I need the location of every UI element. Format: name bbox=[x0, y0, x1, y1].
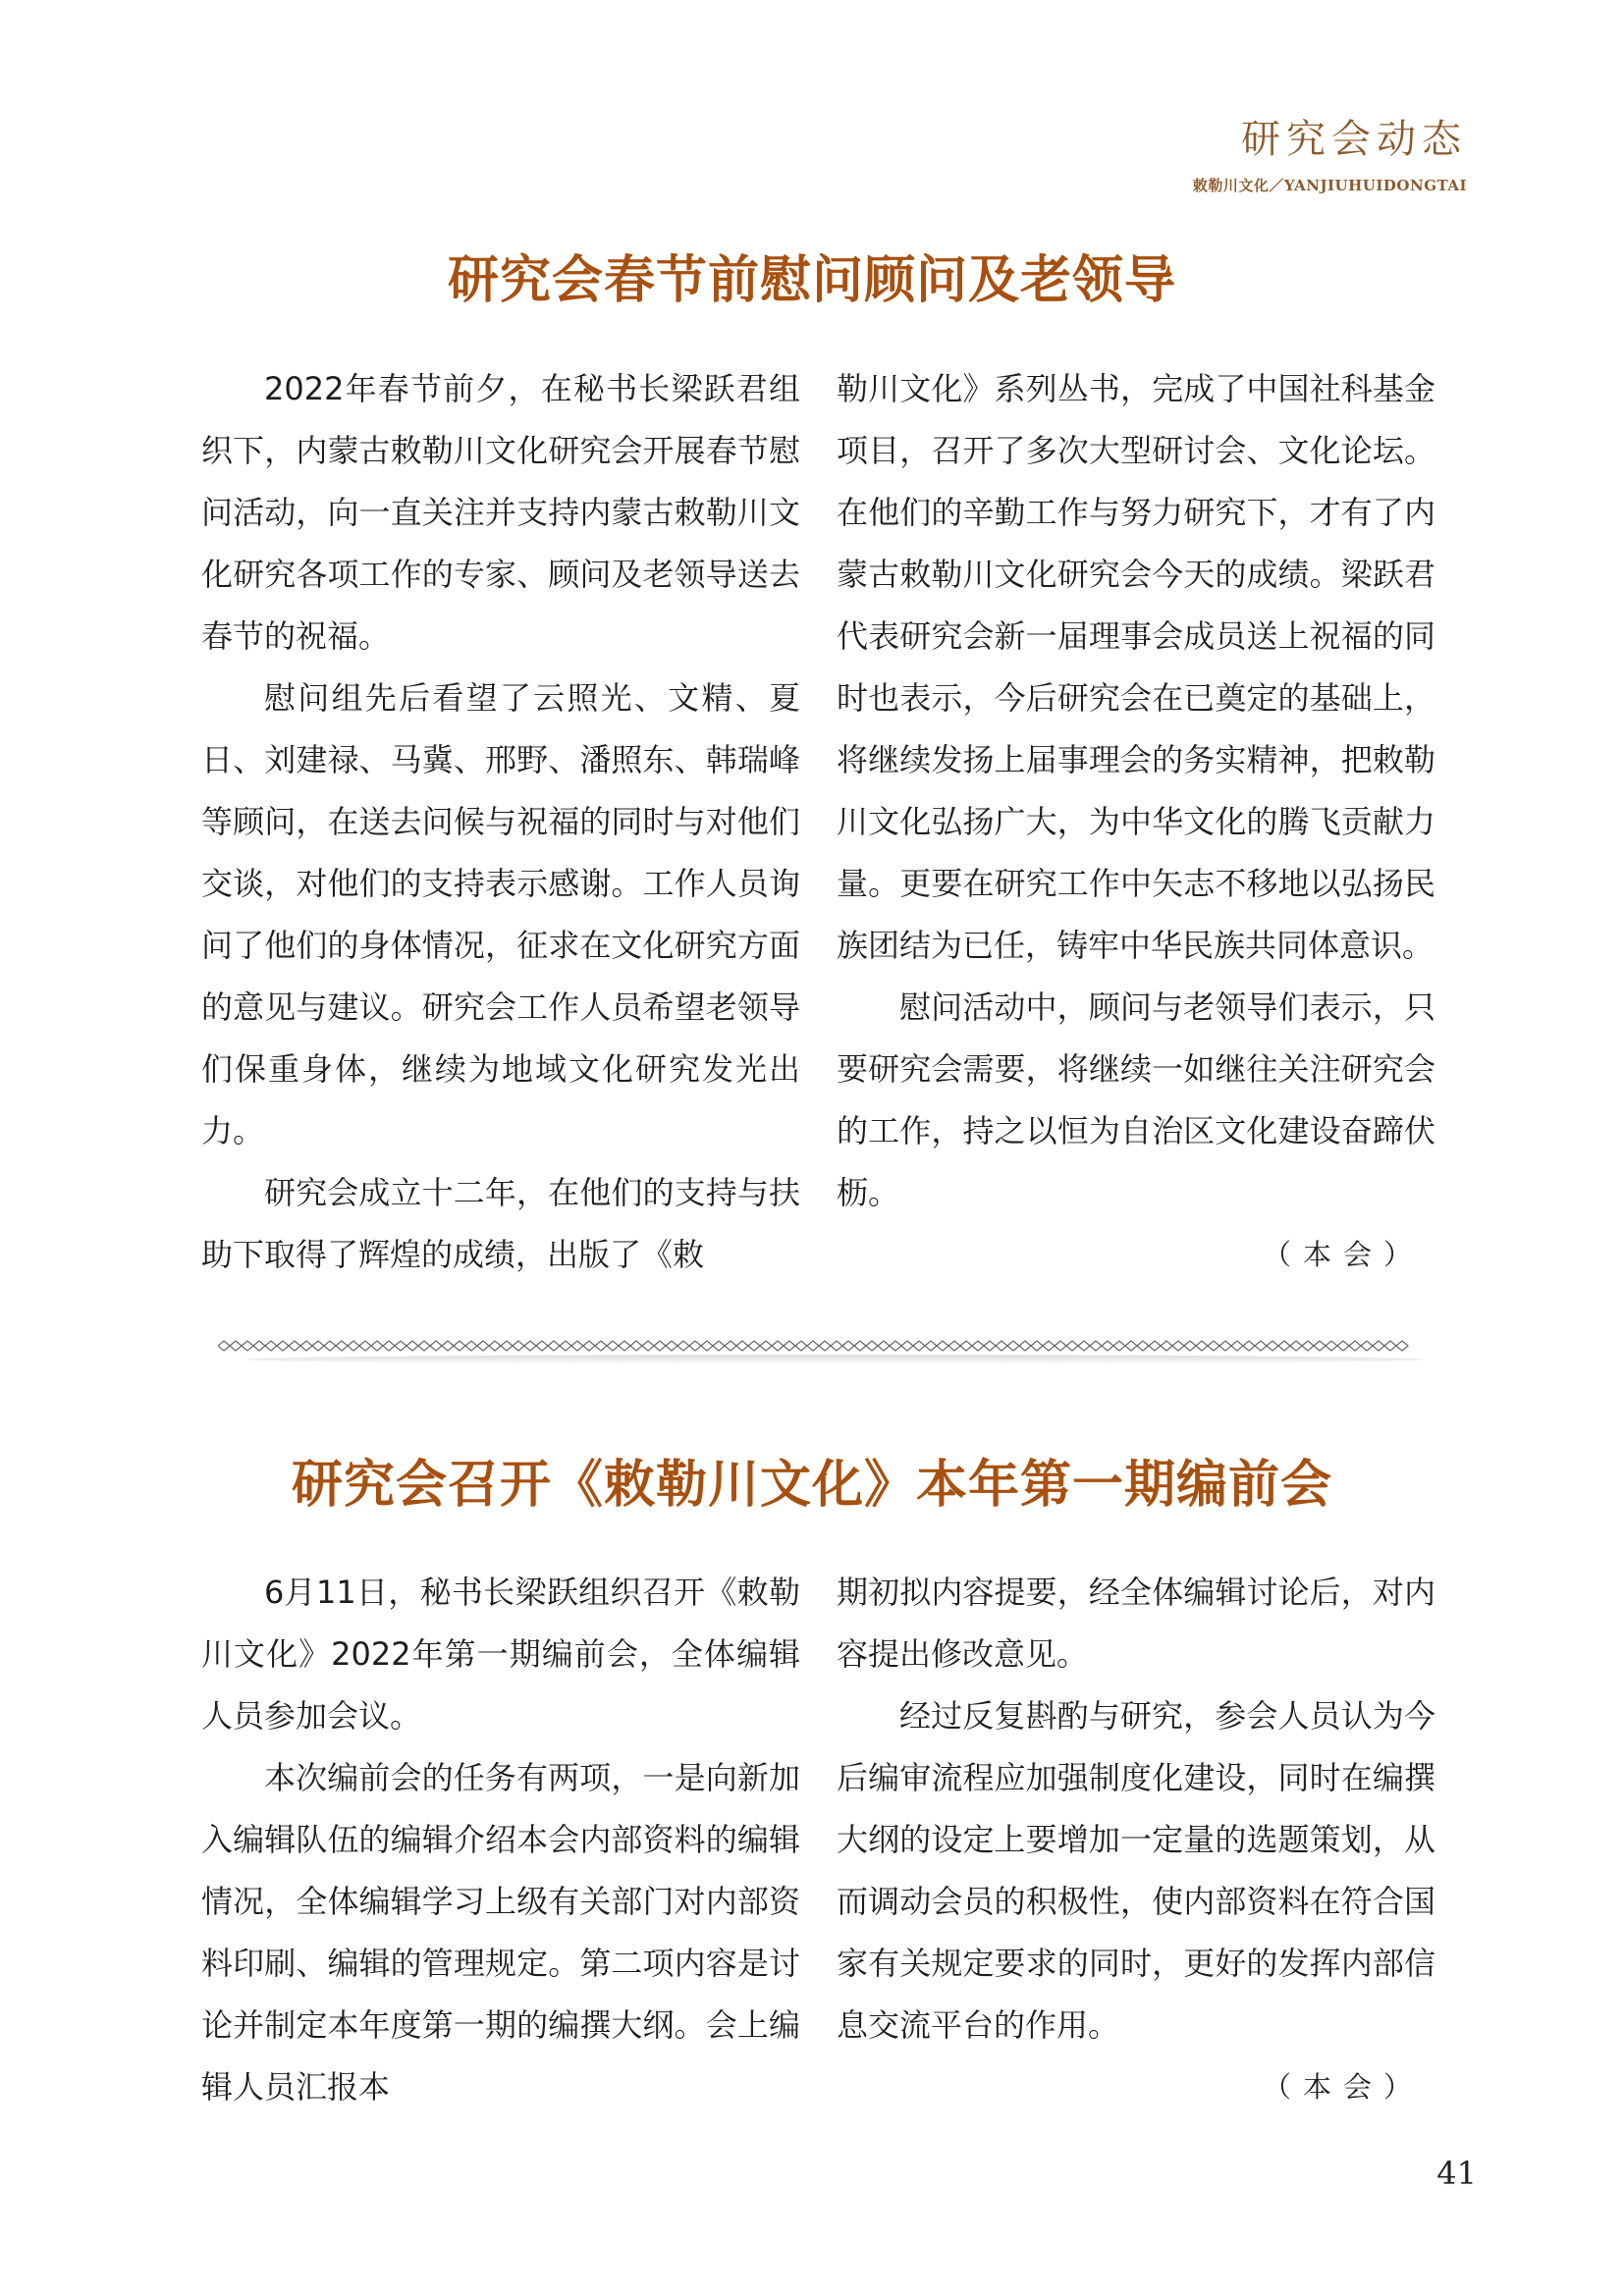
diamond-shape bbox=[819, 1341, 831, 1351]
diamond-shape bbox=[383, 1341, 395, 1351]
diamond-shape bbox=[1007, 1341, 1019, 1351]
signature: （本会） bbox=[1262, 1238, 1424, 1271]
diamond-shape bbox=[595, 1341, 607, 1351]
page-number: 41 bbox=[1436, 2155, 1477, 2192]
diamond-shape bbox=[937, 1341, 948, 1351]
diamond-shape bbox=[866, 1341, 878, 1351]
diamond-shape bbox=[1066, 1341, 1078, 1351]
diamond-shape bbox=[265, 1341, 277, 1351]
diamond-shape bbox=[1243, 1341, 1255, 1351]
diamond-shape bbox=[795, 1341, 807, 1351]
diamond-shape bbox=[218, 1341, 230, 1351]
diamond-shape bbox=[489, 1341, 501, 1351]
section-subtitle: 敕勒川文化／YANJIUHUIDONGTAI bbox=[1192, 177, 1467, 194]
diamond-shape bbox=[524, 1341, 536, 1351]
article-2-right-column bbox=[837, 1562, 1435, 2118]
diamond-shape bbox=[890, 1341, 901, 1351]
diamond-shape bbox=[972, 1341, 984, 1351]
diamond-shape bbox=[348, 1341, 359, 1351]
diamond-shape bbox=[1337, 1341, 1349, 1351]
diamond-shape bbox=[571, 1341, 583, 1351]
diamond-shape bbox=[666, 1341, 677, 1351]
diamond-shape bbox=[1314, 1341, 1326, 1351]
diamond-shape bbox=[854, 1341, 866, 1351]
diamond-shape bbox=[619, 1341, 630, 1351]
diamond-shape bbox=[1231, 1341, 1243, 1351]
diamond-shape bbox=[1031, 1341, 1043, 1351]
diamond-shape bbox=[312, 1341, 324, 1351]
paragraph: 6月11日，秘书长梁跃组织召开《敕勒川文化》2022年第一期编前会，全体编辑人员参加会议。 bbox=[201, 1574, 800, 1735]
diamond-shape bbox=[1267, 1341, 1278, 1351]
article-1-left-column bbox=[201, 358, 800, 1286]
diamond-shape bbox=[477, 1341, 489, 1351]
diamond-shape bbox=[1255, 1341, 1267, 1351]
diamond-shape bbox=[277, 1341, 289, 1351]
diamond-shape bbox=[1384, 1341, 1396, 1351]
diamond-shape bbox=[1161, 1341, 1172, 1351]
diamond-shape bbox=[583, 1341, 595, 1351]
diamond-shape bbox=[1125, 1341, 1137, 1351]
diamond-shape bbox=[513, 1341, 524, 1351]
diamond-shape bbox=[1349, 1341, 1361, 1351]
article-1-right-column bbox=[837, 358, 1435, 1286]
diamond-shape bbox=[878, 1341, 890, 1351]
diamond-shape bbox=[725, 1341, 736, 1351]
diamond-shape bbox=[548, 1341, 560, 1351]
diamond-shape bbox=[1113, 1341, 1125, 1351]
diamond-shape bbox=[324, 1341, 336, 1351]
diamond-shape bbox=[736, 1341, 748, 1351]
diamond-shape bbox=[1196, 1341, 1208, 1351]
diamond-shape bbox=[925, 1341, 937, 1351]
diamond-shape bbox=[371, 1341, 383, 1351]
diamond-shape bbox=[784, 1341, 795, 1351]
diamond-shape bbox=[1172, 1341, 1184, 1351]
diamond-shape bbox=[913, 1341, 925, 1351]
signature: （本会） bbox=[1262, 2070, 1424, 2104]
diamond-shape bbox=[300, 1341, 312, 1351]
diamond-shape bbox=[1102, 1341, 1113, 1351]
diamond-shape bbox=[430, 1341, 442, 1351]
diamond-shape bbox=[1219, 1341, 1231, 1351]
diamond-shape bbox=[772, 1341, 784, 1351]
diamond-shape bbox=[1278, 1341, 1290, 1351]
diamond-shape bbox=[689, 1341, 701, 1351]
diamond-shape bbox=[1149, 1341, 1161, 1351]
diamond-shape bbox=[230, 1341, 242, 1351]
diamond-shape bbox=[642, 1341, 654, 1351]
diamond-shape bbox=[984, 1341, 996, 1351]
diamond-shape bbox=[996, 1341, 1007, 1351]
diamond-shape bbox=[336, 1341, 348, 1351]
diamond-shape bbox=[465, 1341, 477, 1351]
section-label: 研究会动态 bbox=[1241, 117, 1467, 162]
diamond-shape bbox=[395, 1341, 406, 1351]
diamond-shape bbox=[560, 1341, 571, 1351]
diamond-shape bbox=[1078, 1341, 1090, 1351]
paragraph: 研究会成立十二年，在他们的支持与扶助下取得了辉煌的成绩，出版了《敕 bbox=[201, 1174, 800, 1273]
diamond-shape bbox=[701, 1341, 713, 1351]
diamond-shape bbox=[901, 1341, 913, 1351]
diamond-shape bbox=[242, 1341, 253, 1351]
diamond-divider bbox=[218, 1335, 1410, 1361]
diamond-shape bbox=[1055, 1341, 1066, 1351]
diamond-shape bbox=[1290, 1341, 1302, 1351]
diamond-shape bbox=[536, 1341, 548, 1351]
diamond-shape bbox=[1361, 1341, 1373, 1351]
diamond-shape bbox=[1043, 1341, 1055, 1351]
running-header bbox=[1193, 116, 1467, 195]
diamond-shape bbox=[501, 1341, 513, 1351]
diamond-shape bbox=[948, 1341, 960, 1351]
diamond-shape bbox=[842, 1341, 854, 1351]
diamond-shape bbox=[1184, 1341, 1196, 1351]
paragraph: 慰问活动中，顾问与老领导们表示，只要研究会需要，将继续一如继往关注研究会的工作，持之以恒为自治区文化建设奋蹄伏枥。 bbox=[837, 988, 1435, 1211]
diamond-shape bbox=[831, 1341, 842, 1351]
diamond-shape bbox=[1137, 1341, 1149, 1351]
diamond-shape bbox=[760, 1341, 772, 1351]
diamond-shape bbox=[1396, 1341, 1408, 1351]
article-2-left-column bbox=[201, 1562, 800, 2118]
diamond-shape bbox=[406, 1341, 418, 1351]
paragraph: 2022年春节前夕，在秘书长梁跃君组织下，内蒙古敕勒川文化研究会开展春节慰问活动，向一直关注并支持内蒙古敕勒川文化研究各项工作的专家、顾问及老领导送去春节的祝福。 bbox=[201, 370, 800, 655]
paragraph: 期初拟内容提要，经全体编辑讨论后，对内容提出修改意见。 bbox=[837, 1574, 1435, 1673]
article-2-title: 研究会召开《敕勒川文化》本年第一期编前会 bbox=[291, 1456, 1332, 1515]
diamond-shape bbox=[1373, 1341, 1384, 1351]
diamond-shape bbox=[807, 1341, 819, 1351]
diamond-shape bbox=[1302, 1341, 1314, 1351]
diamond-shape bbox=[654, 1341, 666, 1351]
diamond-shape bbox=[253, 1341, 265, 1351]
paragraph: 勒川文化》系列丛书，完成了中国社科基金项目，召开了多次大型研讨会、文化论坛。在他们的辛勤工作与努力研究下，才有了内蒙古敕勒川文化研究会今天的成绩。梁跃君代表研究会新一届理事会成员送上祝福的同时也表示，今后研究会在已奠定的基础上，将继续发扬上届事理会的务实精神，把敕勒川文化弘扬广大，为中华文化的腾飞贡献力量。更要在研究工作中矢志不移地以弘扬民族团结为已任，铸牢中华民族共同体意识。 bbox=[837, 370, 1435, 964]
diamond-shape bbox=[607, 1341, 619, 1351]
diamond-shape bbox=[454, 1341, 465, 1351]
diamond-shape bbox=[1019, 1341, 1031, 1351]
diamond-shape bbox=[677, 1341, 689, 1351]
diamond-shape bbox=[1208, 1341, 1219, 1351]
diamond-shape bbox=[1090, 1341, 1102, 1351]
diamond-shape bbox=[960, 1341, 972, 1351]
paragraph: 本次编前会的任务有两项，一是向新加入编辑队伍的编辑介绍本会内部资料的编辑情况，全体编辑学习上级有关部门对内部资料印刷、编辑的管理规定。第二项内容是讨论并制定本年度第一期的编撰大纲。会上编辑人员汇报本 bbox=[201, 1759, 800, 2106]
diamond-shape bbox=[289, 1341, 300, 1351]
diamond-shape bbox=[359, 1341, 371, 1351]
article-1-title: 研究会春节前慰问顾问及老领导 bbox=[447, 251, 1176, 310]
diamond-shape bbox=[748, 1341, 760, 1351]
paragraph: 慰问组先后看望了云照光、文精、夏日、刘建禄、马冀、邢野、潘照东、韩瑞峰等顾问，在送去问候与祝福的同时与对他们交谈，对他们的支持表示感谢。工作人员询问了他们的身体情况，征求在文化研究方面的意见与建议。研究会工作人员希望老领导们保重身体，继续为地域文化研究发光出力。 bbox=[201, 679, 800, 1149]
diamond-shape bbox=[630, 1341, 642, 1351]
diamond-shape bbox=[442, 1341, 454, 1351]
diamond-shape bbox=[418, 1341, 430, 1351]
diamond-shape bbox=[713, 1341, 725, 1351]
paragraph: 经过反复斟酌与研究，参会人员认为今后编审流程应加强制度化建设，同时在编撰大纲的设定上要增加一定量的选题策划，从而调动会员的积极性，使内部资料在符合国家有关规定要求的同时，更好的发挥内部信息交流平台的作用。 bbox=[837, 1697, 1435, 2044]
diamond-shape bbox=[1326, 1341, 1337, 1351]
